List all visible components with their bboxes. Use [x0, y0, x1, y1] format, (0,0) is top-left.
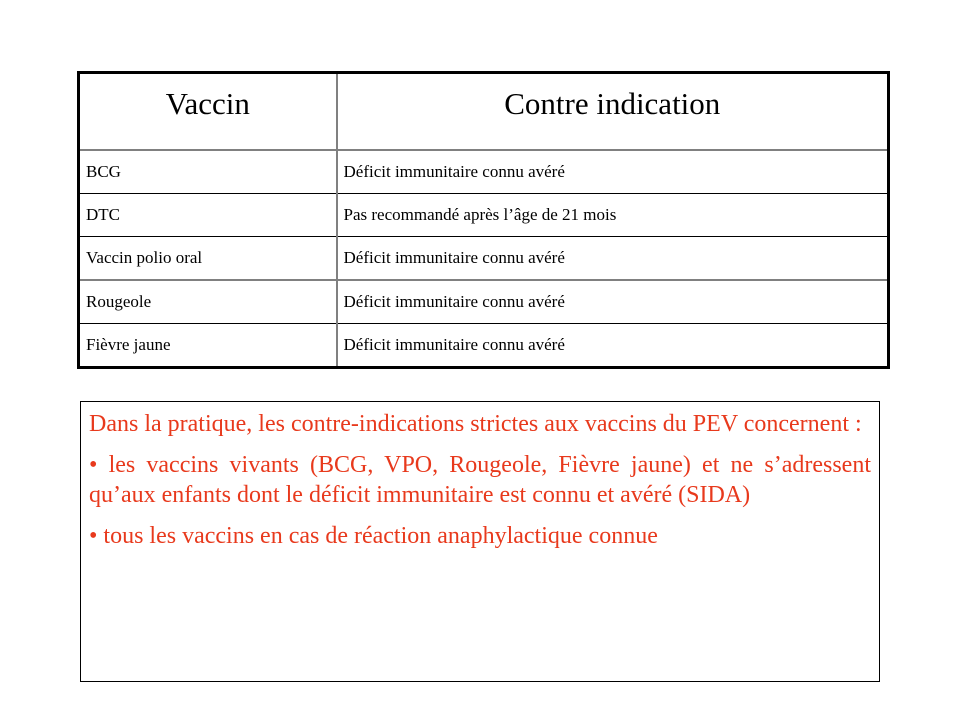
cell-contraindication: Pas recommandé après l’âge de 21 mois [337, 193, 889, 237]
cell-vaccine: Vaccin polio oral [79, 237, 337, 281]
practice-note-box [80, 401, 880, 682]
note-bullet-anaphylaxis: • tous les vaccins en cas de réaction anaphylactique connue [89, 523, 658, 549]
note-intro: Dans la pratique, les contre-indications strictes aux vaccins du PEV concernent : [89, 411, 862, 437]
cell-vaccine: Fièvre jaune [79, 324, 337, 368]
cell-vaccine: DTC [79, 193, 337, 237]
cell-vaccine: Rougeole [79, 280, 337, 324]
header-contraindication: Contre indication [337, 73, 889, 150]
cell-contraindication: Déficit immunitaire connu avéré [337, 280, 889, 324]
cell-contraindication: Déficit immunitaire connu avéré [343, 335, 565, 355]
cell-contraindication: Déficit immunitaire connu avéré [337, 150, 889, 194]
cell-contraindication: Déficit immunitaire connu avéré [337, 237, 889, 281]
note-bullet-live-vaccines: • les vaccins vivants (BCG, VPO, Rougeole, Fièvre jaune) et ne s’adressent qu’aux enfants dont le déficit immunitaire est connu et avéré (SIDA) [89, 452, 871, 508]
cell-vaccine: BCG [79, 150, 337, 194]
table-row [79, 280, 889, 324]
table-row [79, 150, 889, 194]
header-vaccine: Vaccin [79, 73, 337, 150]
table-header-row [79, 73, 889, 150]
vaccine-contraindication-table [77, 71, 890, 369]
table-row [79, 237, 889, 281]
table-row [79, 324, 889, 368]
table-row [79, 193, 889, 237]
